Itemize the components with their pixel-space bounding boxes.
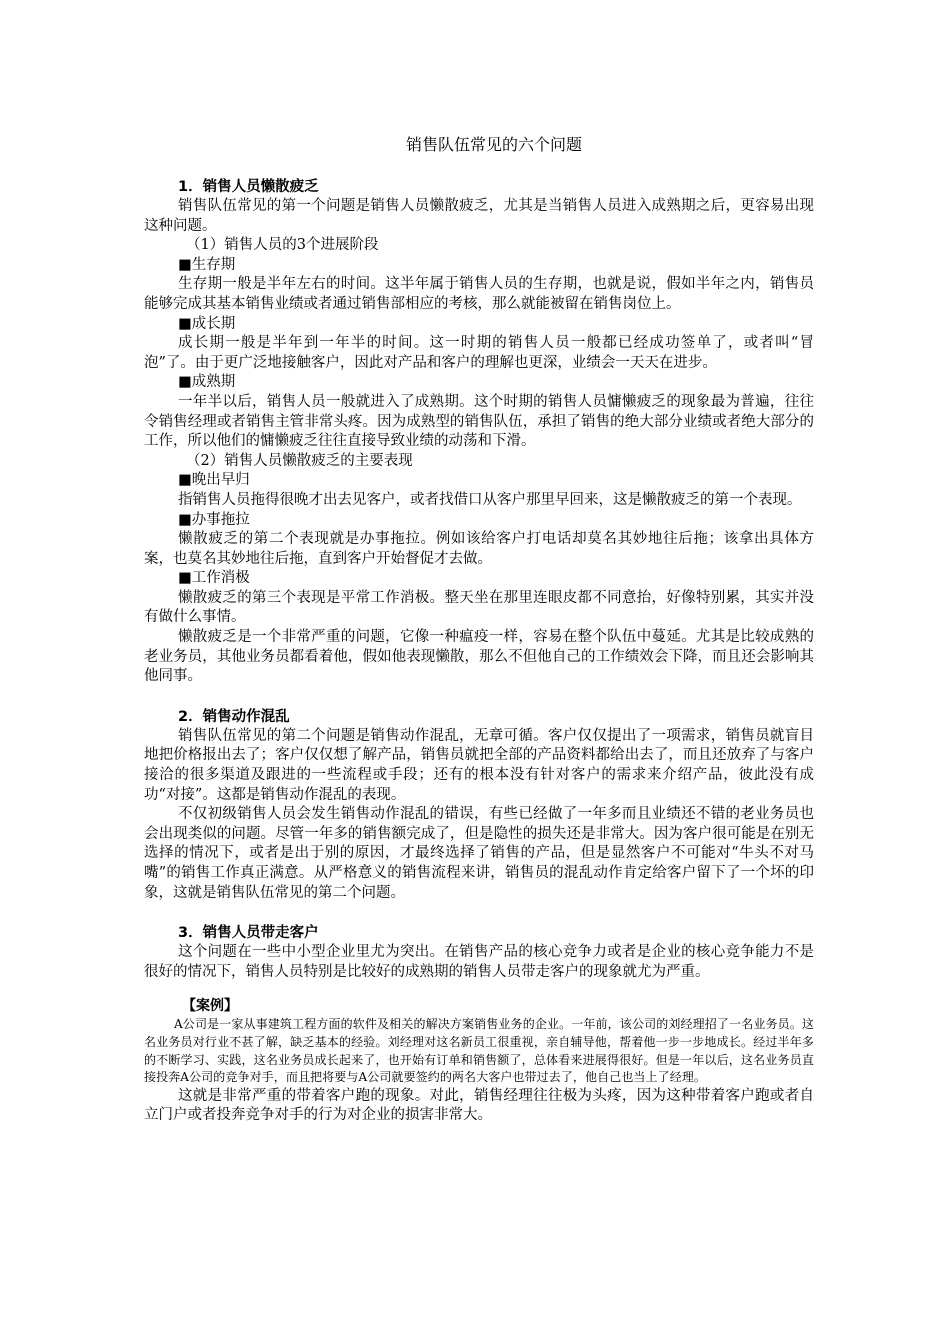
- bullet-growth-stage: ■成长期: [178, 315, 236, 332]
- case-heading: 【案例】: [182, 998, 238, 1015]
- paragraph-mature-stage: 一年半以后，销售人员一般就进入了成熟期。这个时期的销售人员慵懒疲乏的现象最为普遍，往往令销售经理或者销售主管非常头疼。因为成熟型的销售队伍，承担了销售的绝大部分业绩或者绝大部分的工作，所以他们的慵懒疲乏往往直接导致业绩的动荡和下滑。: [144, 393, 814, 450]
- paragraph-growth-stage: 成长期一般是半年到一年半的时间。这一时期的销售人员一般都已经成功签单了，或者叫“冒泡”了。由于更广泛地接触客户，因此对产品和客户的理解也更深，业绩会一天天在进步。: [144, 335, 814, 371]
- document-title: 销售队伍常见的六个问题: [405, 135, 582, 154]
- paragraph-procrastination: 懒散疲乏的第二个表现就是办事拖拉。例如该给客户打电话却莫名其妙地往后拖；该拿出具体方案，也莫名其妙地往后拖，直到客户开始督促才去做。: [144, 531, 814, 567]
- section-2-heading: 2．销售动作混乱: [178, 708, 290, 725]
- bullet-procrastination: ■办事拖拉: [178, 511, 250, 528]
- bullet-survival-stage: ■生存期: [178, 256, 236, 273]
- paragraph-section-2-1: 销售队伍常见的第二个问题是销售动作混乱，无章可循。客户仅仅提出了一项需求，销售员就盲目地把价格报出去了；客户仅仅想了解产品，销售员就把全部的产品资料都给出去了，而且还放弃了与客户接洽的很多渠道及跟进的一些流程或手段；还有的根本没有针对客户的需求来介绍产品，彼此没有成功“对接”。这都是销售动作混乱的表现。: [144, 727, 814, 803]
- bullet-late-early: ■晚出早归: [178, 472, 250, 489]
- bullet-passive-work: ■工作消极: [178, 570, 250, 587]
- section-3-heading: 3．销售人员带走客户: [178, 925, 319, 942]
- case-text: A公司是一家从事建筑工程方面的软件及相关的解决方案销售业务的企业。一年前，该公司的刘经理招了一名业务员。这名业务员对行业不甚了解，缺乏基本的经验。刘经理对这名新员工很重视，亲自辅导他，帮着他一步一步地成长。经过半年多的不断学习、实践，这名业务员成长起来了，也开始有订单和销售额了，总体看来进展得很好。但是一年以后，这名业务员直接投奔A公司的竞争对手，而且把将要与A公司就要签约的两名大客户也带过去了，他自己也当上了经理。: [144, 1017, 814, 1085]
- paragraph-section-3-2: 这就是非常严重的带着客户跑的现象。对此，销售经理往往极为头疼，因为这种带着客户跑或者自立门户或者投奔竞争对手的行为对企业的损害非常大。: [144, 1087, 814, 1124]
- paragraph-passive-work: 懒散疲乏的第三个表现是平常工作消极。整天坐在那里连眼皮都不同意抬，好像特别累，其实并没有做什么事情。: [144, 589, 814, 626]
- section-1-subheading-1: （1）销售人员的3个进展阶段: [186, 237, 379, 254]
- paragraph-section-2-2: 不仅初级销售人员会发生销售动作混乱的错误，有些已经做了一年多而且业绩还不错的老业务员也会出现类似的问题。尽管一年多的销售额完成了，但是隐性的损失还是非常大。因为客户很可能是在别无选择的情况下，或者是出于别的原因，才最终选择了销售的产品，但是显然客户不可能对“牛头不对马嘴”的销售工作真正满意。从严格意义的销售流程来讲，销售员的混乱动作肯定给客户留下了一个坏的印象，这就是销售队伍常见的第二个问题。: [144, 806, 814, 901]
- paragraph-section-3-1: 这个问题在一些中小型企业里尤为突出。在销售产品的核心竞争力或者是企业的核心竞争能力不是很好的情况下，销售人员特别是比较好的成熟期的销售人员带走客户的现象就尤为严重。: [144, 944, 814, 980]
- paragraph-late-early: 指销售人员拖得很晚才出去见客户，或者找借口从客户那里早回来，这是懒散疲乏的第一个表现。: [178, 491, 802, 508]
- bullet-mature-stage: ■成熟期: [178, 374, 236, 391]
- section-1-heading: 1．销售人员懒散疲乏: [178, 179, 319, 195]
- section-1-subheading-2: （2）销售人员懒散疲乏的主要表现: [186, 452, 413, 469]
- paragraph-section-1-summary: 懒散疲乏是一个非常严重的问题，它像一种瘟疫一样，容易在整个队伍中蔓延。尤其是比较成熟的老业务员，其他业务员都看着他，假如他表现懒散，那么不但他自己的工作绩效会下降，而且还会影响其他同事。: [144, 629, 814, 685]
- section-1-intro: 销售队伍常见的第一个问题是销售人员懒散疲乏，尤其是当销售人员进入成熟期之后，更容易出现这种问题。: [144, 198, 814, 234]
- document-body: [144, 177, 814, 1126]
- paragraph-survival-stage: 生存期一般是半年左右的时间。这半年属于销售人员的生存期，也就是说，假如半年之内，销售员能够完成其基本销售业绩或者通过销售部相应的考核，那么就能被留在销售岗位上。: [144, 276, 814, 312]
